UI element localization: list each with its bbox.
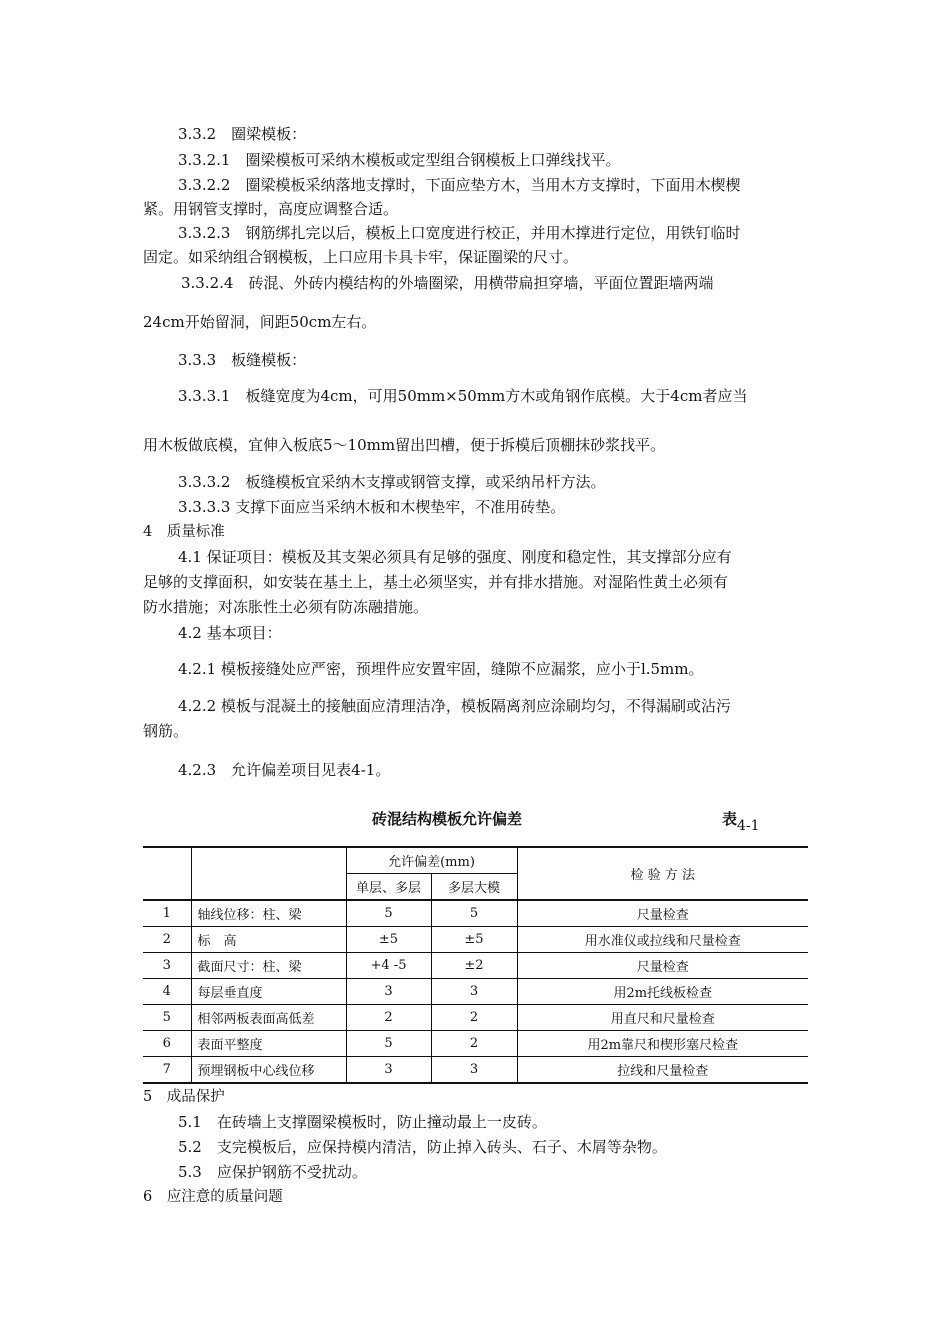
row-multi: ±5 <box>431 927 517 953</box>
row-method: 用水准仪或拉线和尺量检查 <box>517 927 808 953</box>
section-heading-6: 6 应注意的质量问题 <box>143 1189 283 1205</box>
row-single: ±5 <box>346 927 431 953</box>
table-row <box>143 979 808 1005</box>
header-multi-large: 多层大模 <box>431 874 517 901</box>
row-item: 截面尺寸：柱、梁 <box>191 953 346 979</box>
row-item: 每层垂直度 <box>191 979 346 1005</box>
paragraph-line: 3.3.3.1 板缝宽度为4cm，可用50mm×50mm方木或角钢作底模。大于4cm者应当 <box>178 387 748 405</box>
heading-3-3-2: 3.3.2 圈梁模板： <box>178 125 307 143</box>
row-method: 用2m靠尺和楔形塞尺检查 <box>517 1031 808 1057</box>
paragraph-line: 3.3.3.3 支撑下面应当采纳木板和木楔垫牢，不准用砖垫。 <box>178 498 566 516</box>
row-index: 3 <box>143 953 191 979</box>
row-item: 轴线位移：柱、梁 <box>191 900 346 927</box>
paragraph-line: 防水措施；对冻胀性土必须有防冻融措施。 <box>143 598 429 616</box>
paragraph-line: 3.3.2.4 砖混、外砖内模结构的外墙圈梁，用横带扁担穿墙，平面位置距墙两端 <box>181 274 714 292</box>
paragraph-line: 足够的支撑面积，如安装在基土上，基土必须坚实，并有排水措施。对湿陷性黄土必须有 <box>143 573 729 591</box>
row-item: 表面平整度 <box>191 1031 346 1057</box>
row-method: 用直尺和尺量检查 <box>517 1005 808 1031</box>
row-multi: ±2 <box>431 953 517 979</box>
row-method: 用2m托线板检查 <box>517 979 808 1005</box>
paragraph-line: 4.1 保证项目：模板及其支架必须具有足够的强度、刚度和稳定性，其支撑部分应有 <box>178 548 732 566</box>
row-multi: 3 <box>431 979 517 1005</box>
row-index: 1 <box>143 900 191 927</box>
row-multi: 2 <box>431 1005 517 1031</box>
row-method: 拉线和尺量检查 <box>517 1057 808 1084</box>
table-row <box>143 1005 808 1031</box>
table-label-prefix: 表 <box>722 810 738 828</box>
paragraph-line: 钢筋。 <box>143 722 189 740</box>
row-single: 5 <box>346 900 431 927</box>
paragraph-line: 4.2.1 模板接缝处应严密，预埋件应安置牢固，缝隙不应漏浆，应小于l.5mm。 <box>178 660 704 678</box>
paragraph-line: 5.1 在砖墙上支撑圈梁模板时，防止撞动最上一皮砖。 <box>178 1113 547 1131</box>
header-method: 检 验 方 法 <box>517 847 808 900</box>
heading-4-2: 4.2 基本项目： <box>178 624 282 642</box>
row-item: 标 高 <box>191 927 346 953</box>
header-item <box>191 847 346 900</box>
row-method: 尺量检查 <box>517 900 808 927</box>
header-single-multi: 单层、多层 <box>346 874 431 901</box>
row-single: +4 -5 <box>346 953 431 979</box>
row-index: 4 <box>143 979 191 1005</box>
row-method: 尺量检查 <box>517 953 808 979</box>
paragraph-line: 3.3.2.1 圈梁模板可采纳木模板或定型组合钢模板上口弹线找平。 <box>178 151 621 169</box>
table-label <box>722 808 760 834</box>
paragraph-line: 4.2.3 允许偏差项目见表4-1。 <box>178 761 391 779</box>
paragraph-line: 4.2.2 模板与混凝土的接触面应清理洁净，模板隔离剂应涂刷均匀，不得漏刷或沾污 <box>178 697 731 715</box>
row-single: 5 <box>346 1031 431 1057</box>
row-multi: 2 <box>431 1031 517 1057</box>
paragraph-line: 3.3.3.2 板缝模板宜采纳木支撑或钢管支撑，或采纳吊杆方法。 <box>178 473 606 491</box>
table-row <box>143 900 808 927</box>
table-label-number: 4-1 <box>737 818 760 834</box>
table-row <box>143 1057 808 1084</box>
row-single: 3 <box>346 979 431 1005</box>
table-header-row <box>143 847 808 874</box>
row-index: 5 <box>143 1005 191 1031</box>
row-index: 2 <box>143 927 191 953</box>
tolerance-table <box>143 846 808 1084</box>
row-item: 预埋钢板中心线位移 <box>191 1057 346 1084</box>
paragraph-line: 固定。如采纳组合钢模板，上口应用卡具卡牢，保证圈梁的尺寸。 <box>143 248 579 266</box>
row-multi: 5 <box>431 900 517 927</box>
header-index <box>143 847 191 900</box>
paragraph-line: 3.3.2.2 圈梁模板采纳落地支撑时，下面应垫方木，当用木方支撑时，下面用木楔楔 <box>178 176 741 194</box>
header-tolerance-group: 允许偏差(mm) <box>346 847 517 874</box>
heading-3-3-3: 3.3.3 板缝模板： <box>178 351 307 369</box>
row-single: 2 <box>346 1005 431 1031</box>
paragraph-line: 3.3.2.3 钢筋绑扎完以后，模板上口宽度进行校正，并用木撑进行定位，用铁钉临时 <box>178 224 741 242</box>
paragraph-line: 5.3 应保护钢筋不受扰动。 <box>178 1163 367 1181</box>
table-row <box>143 927 808 953</box>
paragraph-line: 5.2 支完模板后，应保持模内清洁，防止掉入砖头、石子、木屑等杂物。 <box>178 1138 667 1156</box>
row-single: 3 <box>346 1057 431 1084</box>
paragraph-line: 用木板做底模，宜伸入板底5～10mm留出凹槽，便于拆模后顶棚抹砂浆找平。 <box>143 436 666 454</box>
section-heading-4: 4 质量标准 <box>143 524 225 540</box>
paragraph-line: 24cm开始留洞，间距50cm左右。 <box>143 313 377 331</box>
row-index: 7 <box>143 1057 191 1084</box>
table-row <box>143 1031 808 1057</box>
section-heading-5: 5 成品保护 <box>143 1089 225 1105</box>
row-multi: 3 <box>431 1057 517 1084</box>
table-row <box>143 953 808 979</box>
row-item: 相邻两板表面高低差 <box>191 1005 346 1031</box>
row-index: 6 <box>143 1031 191 1057</box>
paragraph-line: 紧。用钢管支撑时，高度应调整合适。 <box>143 200 399 218</box>
table-title: 砖混结构模板允许偏差 <box>372 810 523 828</box>
